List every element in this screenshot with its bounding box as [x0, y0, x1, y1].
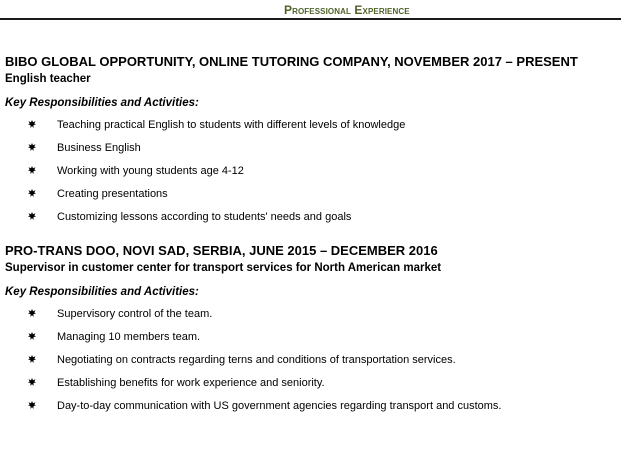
list-item — [5, 329, 615, 352]
responsibility-text: Day-to-day communication with US government agencies regarding transport and customs. — [57, 400, 502, 412]
list-item — [5, 375, 615, 398]
bullet-icon — [28, 355, 36, 363]
section-header — [0, 0, 621, 20]
responsibilities-title: Key Responsibilities and Activities: — [5, 97, 199, 109]
bullet-icon — [28, 143, 36, 151]
responsibilities-list — [5, 306, 615, 421]
list-item — [5, 306, 615, 329]
bullet-icon — [28, 189, 36, 197]
responsibilities-title: Key Responsibilities and Activities: — [5, 286, 199, 298]
responsibility-text: Business English — [57, 142, 141, 154]
list-item — [5, 352, 615, 375]
job-company: BIBO GLOBAL OPPORTUNITY, ONLINE TUTORING COMPANY, NOVEMBER 2017 – PRESENT — [5, 54, 578, 69]
bullet-icon — [28, 309, 36, 317]
section-title: Professional Experience — [284, 3, 410, 17]
job-role: Supervisor in customer center for transport services for North American market — [5, 262, 442, 274]
job-entry — [5, 54, 615, 232]
list-item — [5, 163, 615, 186]
list-item — [5, 186, 615, 209]
job-role: English teacher — [5, 73, 91, 85]
responsibility-text: Negotiating on contracts regarding terns and conditions of transportation services. — [57, 354, 456, 366]
responsibility-text: Supervisory control of the team. — [57, 308, 213, 320]
responsibility-text: Working with young students age 4-12 — [57, 165, 244, 177]
bullet-icon — [28, 212, 36, 220]
responsibility-text: Managing 10 members team. — [57, 331, 201, 343]
job-entry — [5, 243, 615, 421]
bullet-icon — [28, 401, 36, 409]
list-item — [5, 140, 615, 163]
responsibility-text: Customizing lessons according to students' needs and goals — [57, 211, 352, 223]
list-item — [5, 117, 615, 140]
list-item — [5, 398, 615, 421]
responsibility-text: Establishing benefits for work experience and seniority. — [57, 377, 325, 389]
job-company: PRO-TRANS DOO, NOVI SAD, SERBIA, JUNE 2015 – DECEMBER 2016 — [5, 243, 438, 258]
responsibility-text: Creating presentations — [57, 188, 168, 200]
bullet-icon — [28, 378, 36, 386]
responsibility-text: Teaching practical English to students with different levels of knowledge — [57, 119, 406, 131]
bullet-icon — [28, 120, 36, 128]
bullet-icon — [28, 166, 36, 174]
list-item — [5, 209, 615, 232]
responsibilities-list — [5, 117, 615, 232]
bullet-icon — [28, 332, 36, 340]
